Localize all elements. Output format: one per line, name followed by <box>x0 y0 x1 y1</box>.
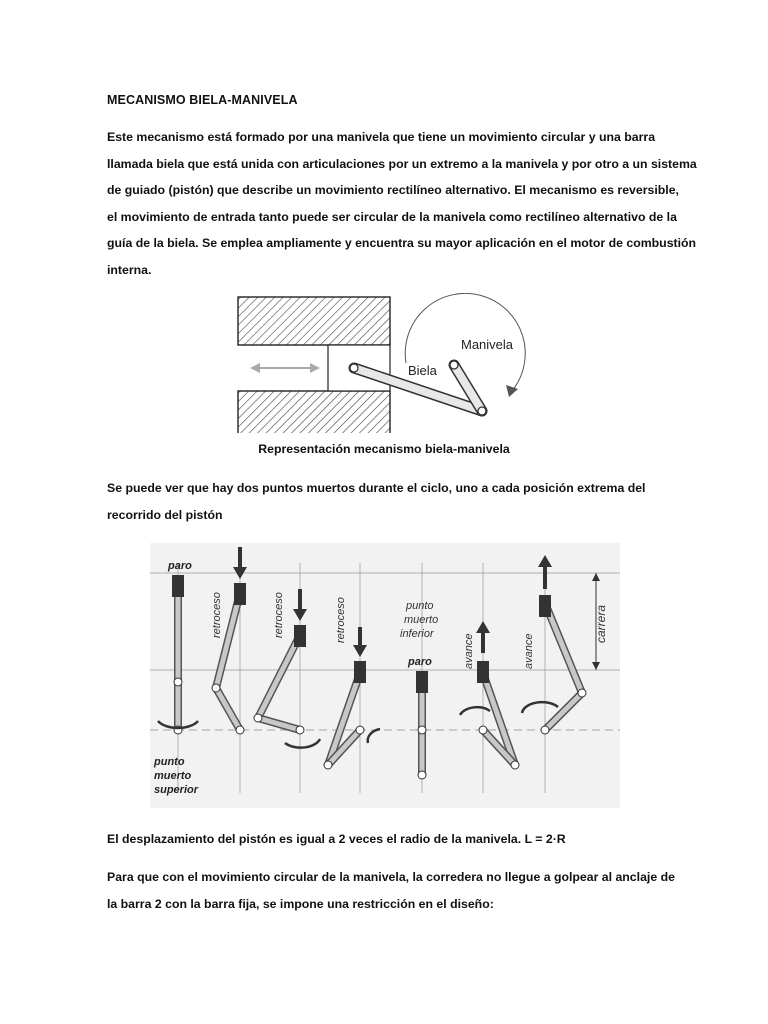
restriction-line: la barra 2 con la barra fija, se impone una restricción en el diseño: <box>107 896 494 911</box>
label-pms-1: punto <box>154 756 185 768</box>
dead-points-paragraph <box>107 475 661 528</box>
document-title: MECANISMO BIELA-MANIVELA <box>107 93 298 107</box>
intro-line: llamada biela que está unida con articulaciones por un extremo a la manivela y por otro a un sistema <box>107 156 697 171</box>
crank-slider-figure <box>236 293 526 433</box>
label-pms-2: muerto <box>154 770 192 782</box>
label-pmi-1: punto <box>406 600 434 612</box>
label-pmi-3: inferior <box>400 628 434 640</box>
intro-line: Este mecanismo está formado por una manivela que tiene un movimiento circular y una barra <box>107 130 656 144</box>
label-biela: Biela <box>408 363 437 378</box>
rotation-arrow-icon <box>506 385 518 397</box>
intro-line: interna. <box>107 262 152 277</box>
piston-pin-joint <box>350 364 358 372</box>
intro-paragraph <box>107 124 697 284</box>
restriction-paragraph <box>107 864 675 917</box>
restriction-line: Para que con el movimiento circular de la manivela, la corredera no llegue a golpear al anclaje de <box>107 870 675 884</box>
label-avance-1: avance <box>463 633 475 669</box>
crank-axis-joint <box>450 361 458 369</box>
label-pmi-2: muerto <box>404 614 439 626</box>
dead-points-line: Se puede ver que hay dos puntos muertos durante el ciclo, uno a cada posición extrema del <box>107 481 646 495</box>
label-manivela: Manivela <box>461 337 514 352</box>
upper-guide-block <box>238 297 390 345</box>
label-retroceso-3: retroceso <box>335 597 347 643</box>
label-carrera: carrera <box>594 604 608 643</box>
figure1-caption: Representación mecanismo biela-manivela <box>258 442 510 456</box>
intro-line: guía de la biela. Se emplea ampliamente y encuentra su mayor aplicación en el motor de combustión <box>107 236 697 251</box>
label-avance-2: avance <box>523 633 535 669</box>
intro-line: el movimiento de entrada tanto puede ser circular de la manivela como rectilíneo alternativo de la <box>107 209 677 224</box>
label-pms-3: superior <box>154 784 199 796</box>
dead-points-cycle-figure <box>150 543 620 808</box>
dead-points-line: recorrido del pistón <box>107 507 223 522</box>
label-paro-top: paro <box>168 560 192 572</box>
crank-pin-joint <box>478 407 486 415</box>
double-arrow-icon <box>250 363 320 373</box>
lower-guide-block <box>238 391 390 433</box>
label-retroceso-1: retroceso <box>211 592 223 638</box>
formula-line: El desplazamiento del pistón es igual a 2 veces el radio de la manivela. L = 2·R <box>107 832 566 846</box>
label-retroceso-2: retroceso <box>273 592 285 638</box>
intro-line: de guiado (pistón) que describe un movimiento rectilíneo alternativo. El mecanismo es reversible, <box>107 183 679 198</box>
label-paro-bottom: paro <box>408 656 432 668</box>
